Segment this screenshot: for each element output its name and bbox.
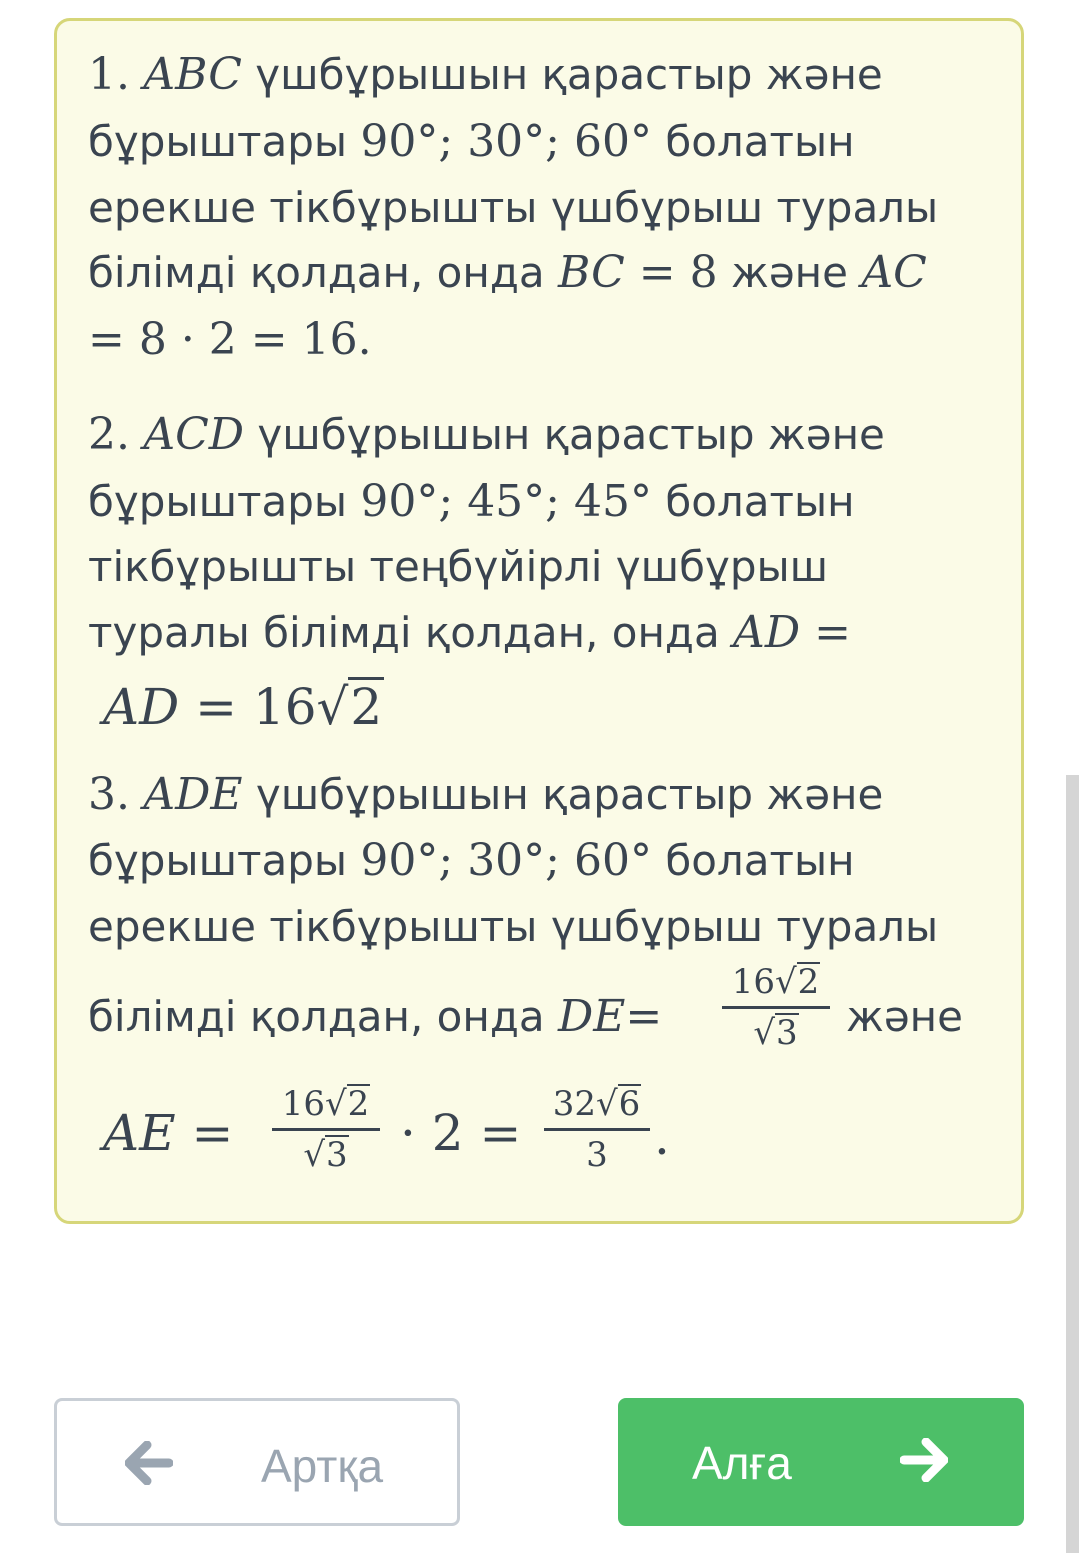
step2-line2: бұрыштары 90°; 45°; 45° болатын (88, 476, 855, 527)
step3-line4: білімді қолдан, онда DE= (88, 991, 663, 1042)
scrollbar[interactable] (1066, 775, 1079, 1553)
step1-line2: бұрыштары 90°; 30°; 60° болатын (88, 116, 855, 167)
step1-line1: 1. ABC үшбұрышын қарастыр және (88, 49, 883, 100)
back-button[interactable] (54, 1398, 460, 1526)
arrow-right-icon (900, 1438, 948, 1493)
back-button-label: Артқа (261, 1440, 384, 1492)
step2-line3: тікбұрышты теңбүйірлі үшбұрыш (88, 542, 829, 591)
triangle-ade: ADE (143, 769, 243, 820)
step1-line5: = 8 · 2 = 16. (88, 314, 372, 365)
next-button[interactable] (618, 1398, 1024, 1526)
ae-fraction-1: 16√2 √3 (272, 1084, 380, 1175)
de-fraction: 16√2 √3 (722, 962, 830, 1053)
step3-line5-end: . (654, 1108, 670, 1166)
step2-line5: AD = 16√2 (103, 678, 383, 736)
arrow-left-icon (125, 1441, 173, 1496)
step1-line3: ерекше тікбұрышты үшбұрыш туралы (88, 183, 939, 232)
triangle-acd: ACD (143, 409, 245, 460)
step1-line4: білімді қолдан, онда BC = 8 және AC (88, 247, 927, 298)
step2-line1: 2. ACD үшбұрышын қарастыр және (88, 409, 885, 460)
step3-line5-mid: · 2 = (400, 1104, 522, 1162)
step3-line5-lhs: AE = (103, 1104, 234, 1162)
ae-fraction-2: 32√6 3 (544, 1084, 650, 1175)
step2-line4: туралы білімді қолдан, онда AD = (88, 607, 851, 658)
next-button-label: Алға (692, 1437, 792, 1489)
sqrt-2: 2 (350, 678, 383, 736)
step3-line4-post: және (846, 992, 963, 1041)
triangle-abc: ABC (143, 49, 242, 100)
step3-line2: бұрыштары 90°; 30°; 60° болатын (88, 835, 855, 886)
step3-line1: 3. ADE үшбұрышын қарастыр және (88, 769, 884, 820)
step3-line3: ерекше тікбұрышты үшбұрыш туралы (88, 902, 939, 951)
